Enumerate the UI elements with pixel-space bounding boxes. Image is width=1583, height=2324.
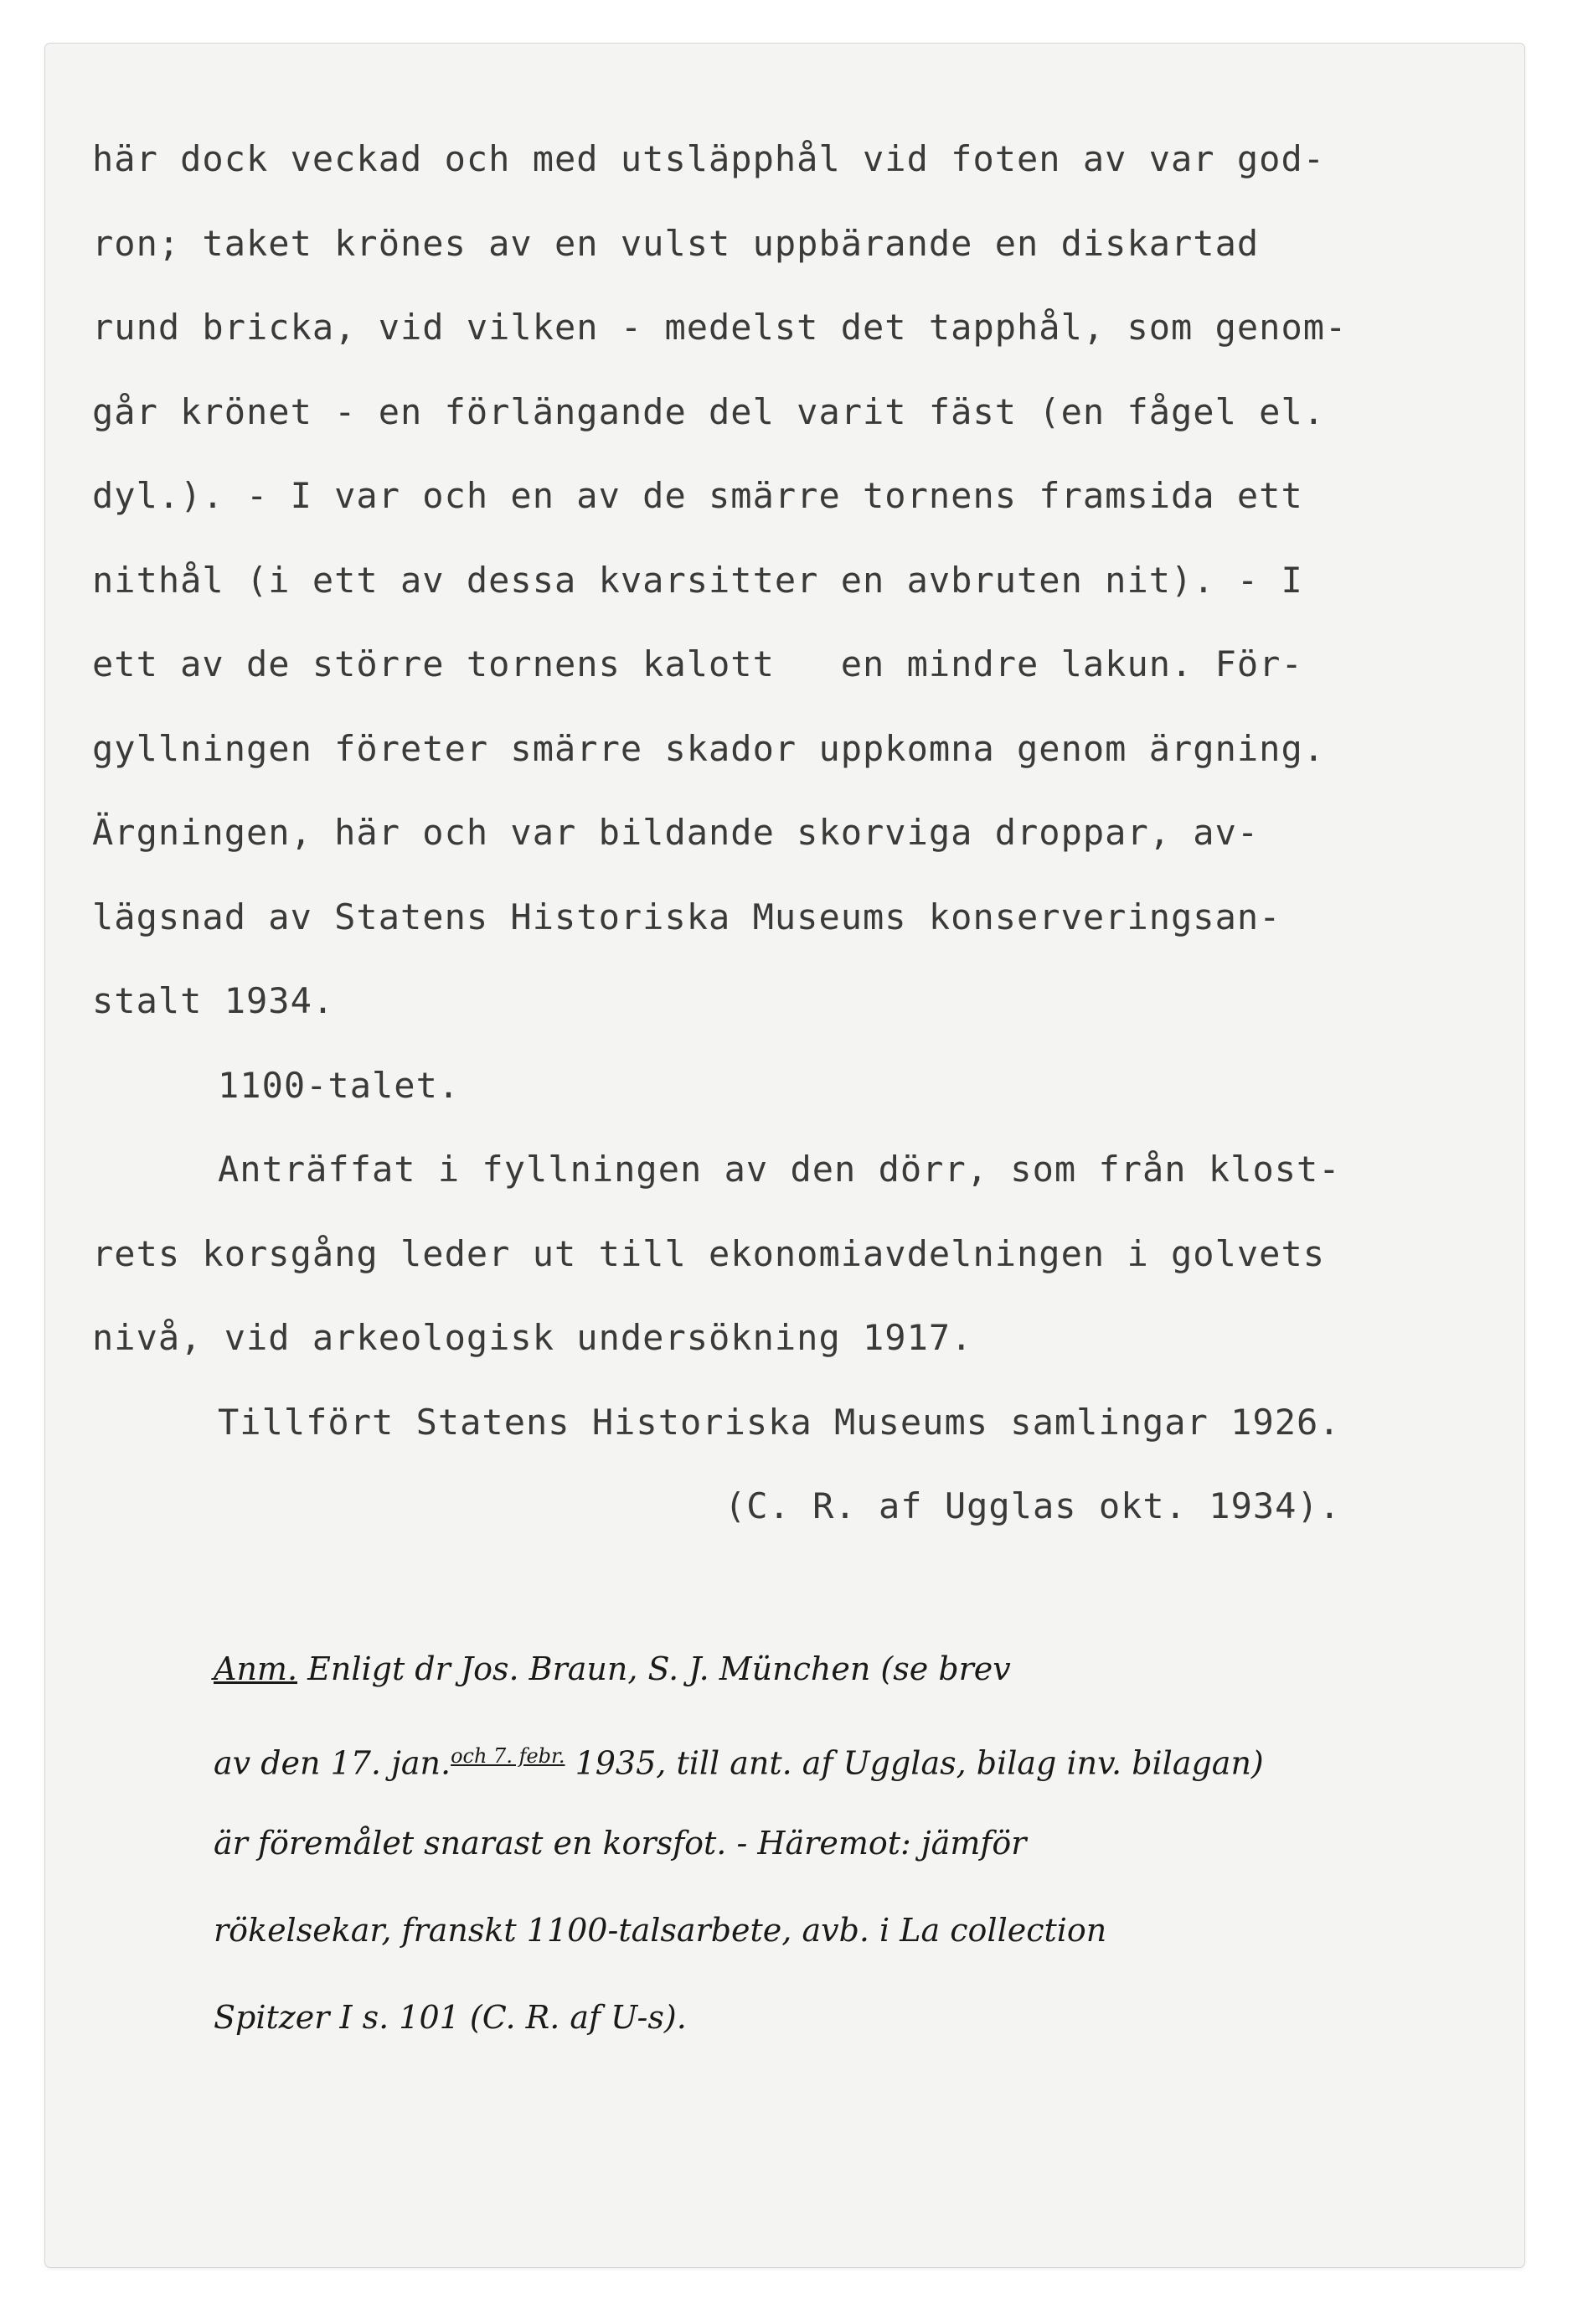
typed-line: gyllningen företer smärre skador uppkomna genom ärgning.: [92, 727, 1326, 769]
typed-line: dyl.). - I var och en av de smärre tornens framsida ett: [92, 475, 1303, 516]
typed-line: går krönet - en förlängande del varit fäst (en fågel el.: [92, 390, 1326, 432]
typed-line: stalt 1934.: [92, 980, 335, 1021]
added-line: Tillfört Statens Historiska Museums samlingar 1926.: [218, 1401, 1341, 1443]
note-text: 1935, till ant. af Ugglas, bilag inv. bilagan): [565, 1744, 1264, 1782]
typed-text-block: [92, 117, 1499, 1549]
typed-line: nithål (i ett av dessa kvarsitter en avbruten nit). - I: [92, 559, 1303, 601]
note-line: [214, 1625, 1520, 1712]
find-line: rets korsgång leder ut till ekonomiavdelningen i golvets: [92, 1232, 1326, 1274]
anm-label: Anm.: [214, 1650, 298, 1687]
find-line: nivå, vid arkeologisk undersökning 1917.: [92, 1317, 973, 1358]
typed-line: rund bricka, vid vilken - medelst det tapphål, som genom-: [92, 307, 1348, 348]
typed-line: Ärgningen, här och var bildande skorviga droppar, av-: [92, 812, 1260, 853]
handwritten-note: [214, 1625, 1520, 2061]
signature-line: (C. R. af Ugglas okt. 1934).: [724, 1485, 1342, 1526]
note-text: av den 17. jan.: [214, 1744, 451, 1782]
century-line: 1100-talet.: [218, 1064, 461, 1106]
typed-line: ron; taket krönes av en vulst uppbärande en diskartad: [92, 222, 1260, 264]
find-line: Anträffat i fyllningen av den dörr, som från klost-: [218, 1149, 1341, 1190]
typed-line: här dock veckad och med utsläpphål vid foten av var god-: [92, 138, 1326, 179]
note-line: Spitzer I s. 101 (C. R. af U-s).: [214, 1999, 687, 2036]
note-text: Enligt dr Jos. Braun, S. J. München (se brev: [297, 1650, 1011, 1687]
note-line: är föremålet snarast en korsfot. - Häremot: jämför: [214, 1825, 1027, 1862]
note-insertion: och 7. febr.: [451, 1744, 565, 1768]
note-line: rökelsekar, franskt 1100-talsarbete, avb. i La collection: [214, 1912, 1107, 1949]
typed-line: ett av de större tornens kalott en mindre lakun. För-: [92, 643, 1303, 684]
typed-line: lägsnad av Statens Historiska Museums konserveringsan-: [92, 896, 1281, 937]
note-line: [214, 1712, 1520, 1800]
